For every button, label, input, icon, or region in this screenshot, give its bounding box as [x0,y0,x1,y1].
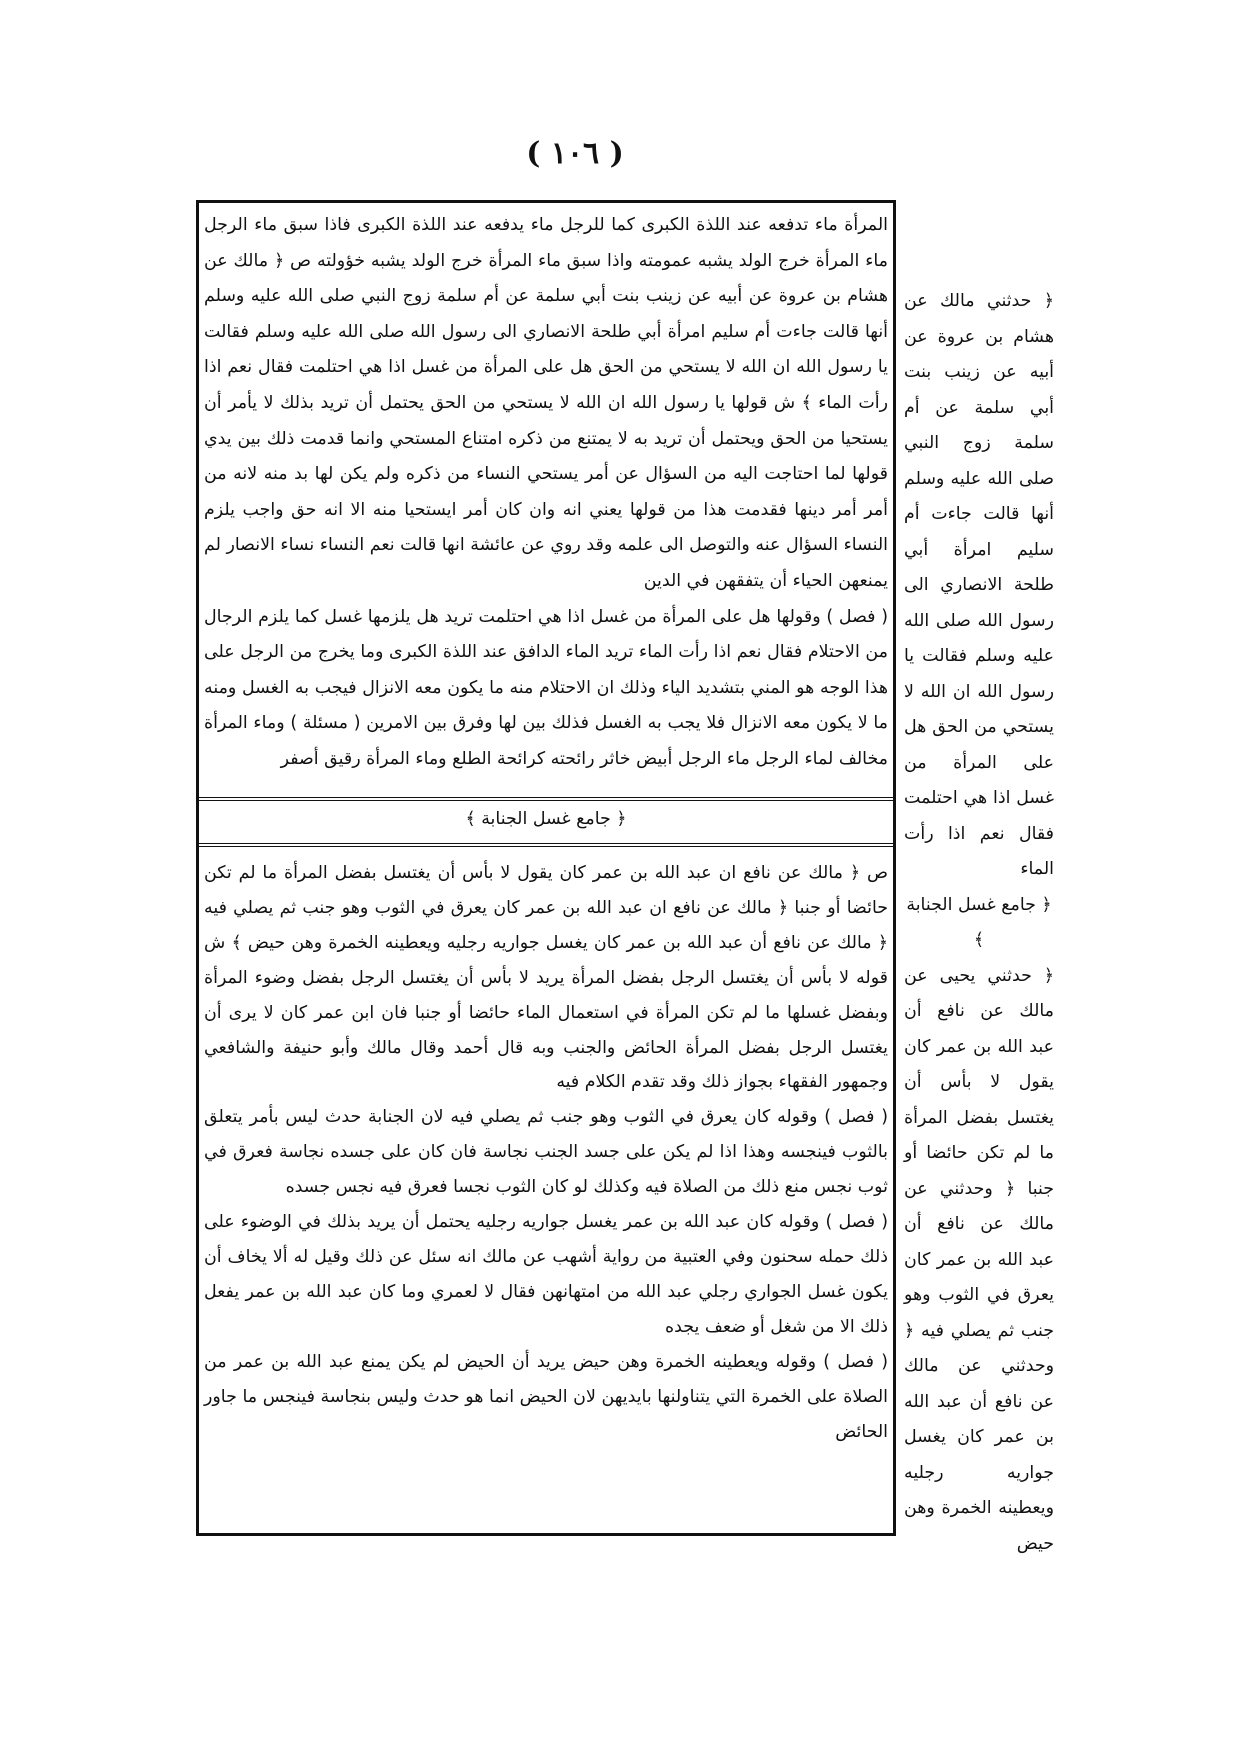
commentary-paragraph: المرأة ماء تدفعه عند اللذة الكبرى كما للرجل ماء يدفعه عند اللذة الكبرى فاذا سبق ماء الرجل ماء المرأة خرج الولد يشبه عمومته واذا سبق ماء المرأة خرج الولد يشبه خؤولته ص ﴿ مالك عن هشام بن عروة عن أبيه عن زينب بنت أبي سلمة عن أم سلمة زوج النبي صلى الله عليه وسلم أنها قالت جاءت أم سليم امرأة أبي طلحة الانصاري الى رسول الله صلى الله عليه وسلم فقالت يا رسول الله ان الله لا يستحي من الحق هل على المرأة من غسل اذا هي احتلمت فقال نعم اذا رأت الماء ﴾ ش قولها يا رسول الله ان الله لا يستحي من الحق يحتمل أن تريد بذلك لا يأمر أن يستحيا من الحق ويحتمل أن تريد به لا يمتنع من ذكره امتناع المستحي وانما قدمت ذلك بين يدي قولها لما احتاجت اليه من السؤال عن أمر يستحي النساء من ذكره ولم يكن لها بد منه لانه من أمر أمر دينها فقدمت هذا من قولها يعني انه وان كان أمر ايستحيا منه الا انه حق واجب يلزم النساء السؤال عنه والتوصل الى علمه وقد روي عن عائشة انها قالت نعم النساء نساء الانصار لم يمنعهن الحياء أن يتفقهن في الدين [204,215,888,591]
chapter-heading-band [196,797,896,847]
commentary-bottom-section [204,856,888,1449]
commentary-top-section [204,208,888,778]
commentary-paragraph: ( فصل ) وقوله كان عبد الله بن عمر يغسل جواريه رجليه يحتمل أن يريد بذلك في الوضوء على ذلك حمله سحنون وفي العتبية من رواية أشهب عن مالك انه سئل عن ذلك وقيل له ألا يخاف أن يكون غسل الجواري رجلي عبد الله من امتهانهن فقال لا لعمري وما كان عبد الله بن عمر يفعل ذلك الا من شغل أو ضعف يجده [204,1212,888,1337]
commentary-paragraph: ( فصل ) وقوله ويعطينه الخمرة وهن حيض يريد أن الحيض لم يكن يمنع عبد الله بن عمر من الصلاة على الخمرة التي يتناولنها بايديهن لان الحيض انما هو حدث وليس بنجاسة فينجس ما جاور الحائض [204,1351,888,1442]
commentary-paragraph: ( فصل ) وقوله كان يعرق في الثوب وهو جنب ثم يصلي فيه لان الجنابة حدث ليس بأمر يتعلق بالثوب فينجسه وهذا اذا لم يكن على جسد الجنب نجاسة فان كان على جسده نجاسة فعرق في ثوب نجس منع ذلك من الصلاة فيه وكذلك لو كان الثوب نجسا فعرق فيه نجس جسده [204,1107,888,1198]
chapter-title: ﴿ جامع غسل الجنابة ﴾ [465,809,627,829]
page-number: ( ١٠٦ ) [526,136,624,171]
commentary-paragraph: ( فصل ) وقولها هل على المرأة من غسل اذا هي احتلمت تريد هل يلزمها غسل كما يلزم الرجال من الاحتلام فقال نعم اذا رأت الماء تريد الماء الدافق عند اللذة الكبرى وما يخرج من الرجل على هذا الوجه هو المني بتشديد الياء وذلك ان الاحتلام منه ما يكون معه الانزال فيجب به الغسل ومنه ما لا يكون معه الانزال فلا يجب به الغسل فذلك بين لها وفرق بين الامرين ( مسئلة ) وماء المرأة مخالف لماء الرجل ماء الرجل أبيض خاثر رائحته كرائحة الطلع وماء المرأة رقيق أصفر [204,606,888,769]
margin-paragraph: ﴿ حدثني يحيى عن مالك عن نافع أن عبد الله بن عمر كان يقول لا بأس أن يغتسل بفضل المرأة ما لم تكن حائضا أو جنبا ﴿ وحدثني عن مالك عن نافع أن عبد الله بن عمر كان يعرق في الثوب وهو جنب ثم يصلي فيه ﴿ وحدثني عن مالك عن نافع أن عبد الله بن عمر كان يغسل جواريه رجليه ويعطينه الخمرة وهن حيض [904,965,1054,1554]
margin-chapter-title: ﴿ جامع غسل الجنابة ﴾ [906,894,1052,950]
margin-paragraph: ﴿ حدثني مالك عن هشام بن عروة عن أبيه عن زينب بنت أبي سلمة عن أم سلمة زوج النبي صلى الله عليه وسلم أنها قالت جاءت أم سليم امرأة أبي طلحة الانصاري الى رسول الله صلى الله عليه وسلم فقالت يا رسول الله ان الله لا يستحي من الحق هل على المرأة من غسل اذا هي احتلمت فقال نعم اذا رأت الماء [904,291,1054,879]
commentary-paragraph: ص ﴿ مالك عن نافع ان عبد الله بن عمر كان يقول لا بأس أن يغتسل بفضل المرأة ما لم تكن حائضا أو جنبا ﴿ مالك عن نافع ان عبد الله بن عمر كان يعرق في الثوب وهو جنب ثم يصلي فيه ﴿ مالك عن نافع أن عبد الله بن عمر كان يغسل جواريه رجليه ويعطينه الخمرة وهن حيض ﴾ ش قوله لا بأس أن يغتسل الرجل بفضل المرأة يريد لا بأس أن يغتسل الرجل بفضل وضوء المرأة وبفضل غسلها ما لم تكن المرأة في استعمال الماء حائضا أو جنبا فان ابن عمر كان لا يرى أن يغتسل الرجل بفضل المرأة الحائض والجنب وبه قال أحمد وقال مالك وأبو حنيفة والشافعي وجمهور الفقهاء بجواز ذلك وقد تقدم الكلام فيه [204,863,888,1093]
margin-hadith-column [904,284,1054,1562]
